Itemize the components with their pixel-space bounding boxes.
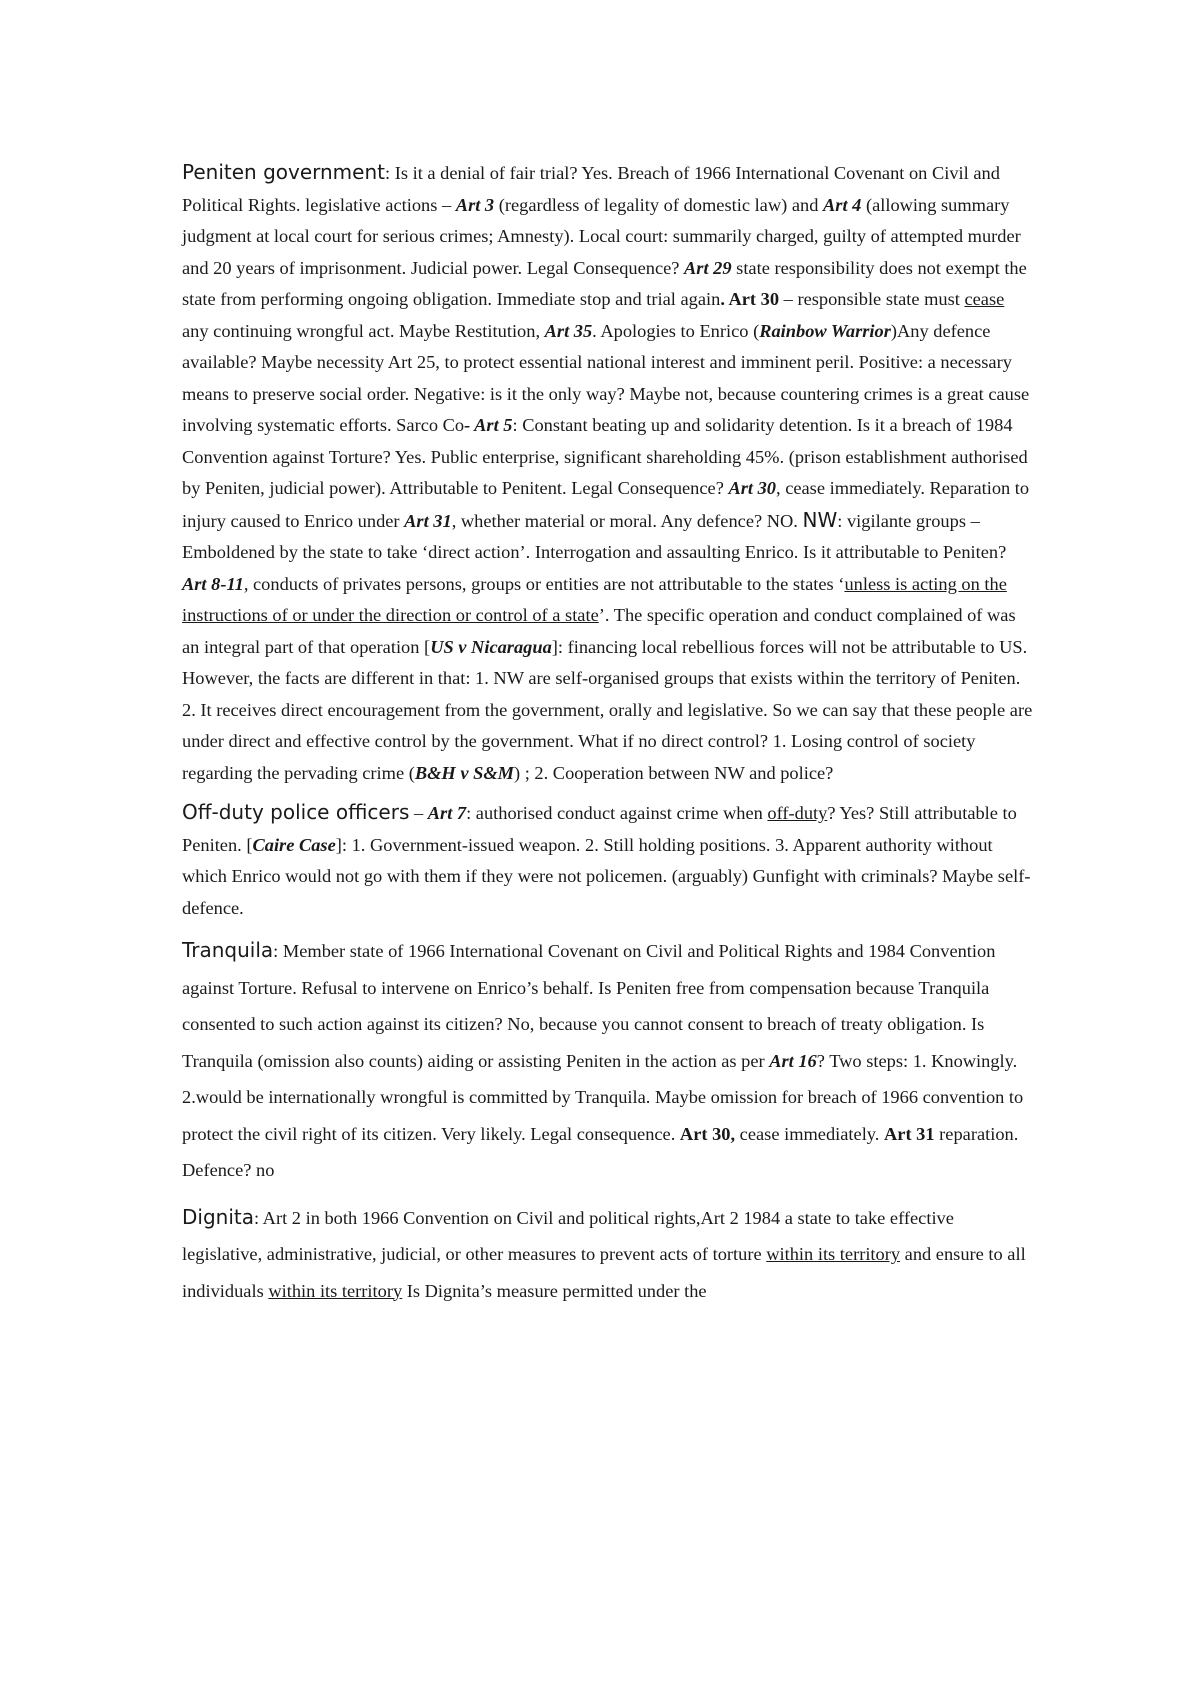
- text-run: Art 3: [455, 194, 495, 215]
- text-run: within its territory: [268, 1280, 403, 1301]
- text-run: reparation. Defence? no: [182, 1123, 1019, 1180]
- text-run: Art 7: [427, 803, 467, 823]
- text-run: Caire Case: [252, 834, 336, 855]
- text-run: - Art 5: [464, 415, 513, 435]
- text-run: (allowing summary judgment at local court for serious crimes; Amnesty). Local court: summarily charged, guilty of attempted murder and 20 years of imprisonment. Judicial power. Legal Consequence?: [182, 194, 1021, 278]
- text-run: Art 35: [544, 320, 593, 341]
- text-run: (regardless of legality of domestic law) and: [494, 194, 824, 215]
- text-run: Art 4: [823, 194, 862, 215]
- heading-off-duty-police: Off-duty police officers: [182, 800, 410, 824]
- text-run: : Member state of 1966 International Covenant on Civil and Political Rights and 1984 Convention against Torture. Refusal to intervene on Enrico’s behalf. Is Peniten free from compensation because Tranquila consented to such action against its citizen? No, because you cannot consent to breach of treaty obligation. Is Tranquila (omission also counts) aiding or assisting Peniten in the action as per: [182, 941, 996, 1071]
- text-run: NW: [802, 507, 838, 532]
- text-run: Rainbow Warrior: [759, 320, 891, 341]
- text-run: ]: 1. Government-issued weapon. 2. Still holding positions. 3. Apparent authority without which Enrico would not go with them if they were not policemen. (arguably) Gunfight with criminals? Maybe self-defence.: [182, 834, 1031, 918]
- text-run: : Art 2 in both 1966 Convention on Civil and political rights,Art 2 1984 a state to take effective legislative, administrative, judicial, or other measures to prevent acts of torture: [182, 1207, 954, 1264]
- text-run: cease immediately.: [735, 1123, 885, 1144]
- paragraph-tranquila: [182, 932, 1034, 1189]
- text-run: : Constant beating up and solidarity detention. Is it a breach of 1984 Convention against Torture? Yes. Public enterprise, significant shareholding 45%. (prison establishment authorised by Peniten, judicial power). Attributable to Penitent. Legal Consequence?: [182, 415, 1028, 498]
- text-run: ’. The specific operation and conduct complained of was an integral part of that operation [: [182, 605, 1016, 657]
- text-run: Art 8-11: [182, 573, 244, 594]
- text-run: Art 29: [684, 257, 732, 278]
- text-run: any continuing wrongful act. Maybe Restitution,: [182, 320, 545, 341]
- heading-peniten-government: Peniten government: [182, 160, 385, 184]
- document-body: [182, 157, 1034, 1309]
- text-run: Art 30,: [679, 1123, 736, 1144]
- text-run: , cease immediately. Reparation to injury caused to Enrico under: [182, 478, 1030, 531]
- text-run: ? Yes? Still attributable to Peniten. [: [182, 803, 1017, 855]
- text-run: – responsible state must: [779, 289, 965, 309]
- text-run: cease: [964, 289, 1005, 309]
- paragraph-peniten-government: [182, 157, 1034, 789]
- text-run: , whether material or moral. Any defence? NO.: [451, 510, 803, 531]
- text-run: , conducts of privates persons, groups or entities are not attributable to the states ‘: [243, 573, 845, 594]
- text-run: ]: financing local rebellious forces will not be attributable to US. However, the facts are different in that: 1. NW are self-organised groups that exists within the territory of Peniten. 2. It receives direct encouragement from the government, orally and legislative. So we can say that these people are under direct and effective control by the government. What if no direct control? 1. Losing control of society regarding the pervading crime (: [182, 636, 1033, 783]
- text-run: unless is acting on the instructions of or under the direction or control of a state: [182, 573, 1007, 625]
- text-run: : Is it a denial of fair trial? Yes. Breach of 1966 International Covenant on Civil and Political Rights. legislative actions –: [182, 163, 1000, 215]
- text-run: off-duty: [767, 803, 828, 823]
- text-run: ) ; 2. Cooperation between NW and police?: [513, 762, 834, 783]
- text-run: –: [409, 803, 428, 823]
- text-run: Art 16: [769, 1050, 817, 1071]
- paragraph-off-duty-police: [182, 797, 1034, 924]
- text-run: )Any defence available? Maybe necessity Art 25, to protect essential national interest and imminent peril. Positive: a necessary means to preserve social order. Negative: is it the only way? Maybe not, because countering crimes is a great cause involving systematic efforts. Sarco Co: [182, 320, 1030, 435]
- text-run: : authorised conduct against crime when: [466, 803, 768, 823]
- text-run: : vigilante groups – Emboldened by the state to take ‘direct action’. Interrogation and assaulting Enrico. Is it attributable to Peniten?: [182, 510, 1007, 562]
- text-run: ? Two steps: 1. Knowingly. 2.would be internationally wrongful is committed by Tranquila. Maybe omission for breach of 1966 convention to protect the civil right of its citizen. Very likely. Legal consequence.: [182, 1050, 1024, 1144]
- paragraph-dignita: [182, 1199, 1034, 1310]
- text-run: B&H v S&M: [414, 762, 514, 783]
- heading-dignita: Dignita: [182, 1204, 254, 1229]
- text-run: Is Dignita’s measure permitted under the: [402, 1280, 707, 1301]
- text-run: within its territory: [766, 1244, 901, 1264]
- text-run: Art 31: [884, 1123, 935, 1144]
- text-run: state responsibility does not exempt the state from performing ongoing obligation. Immediate stop and trial again: [182, 257, 1027, 309]
- text-run: Art 30: [728, 478, 776, 498]
- heading-tranquila: Tranquila: [182, 938, 274, 962]
- text-run: US v Nicaragua: [430, 636, 552, 657]
- text-run: . Art 30: [720, 289, 780, 309]
- text-run: Art 31: [404, 510, 452, 531]
- text-run: and ensure to all individuals: [182, 1244, 1026, 1301]
- text-run: . Apologies to Enrico (: [592, 320, 760, 341]
